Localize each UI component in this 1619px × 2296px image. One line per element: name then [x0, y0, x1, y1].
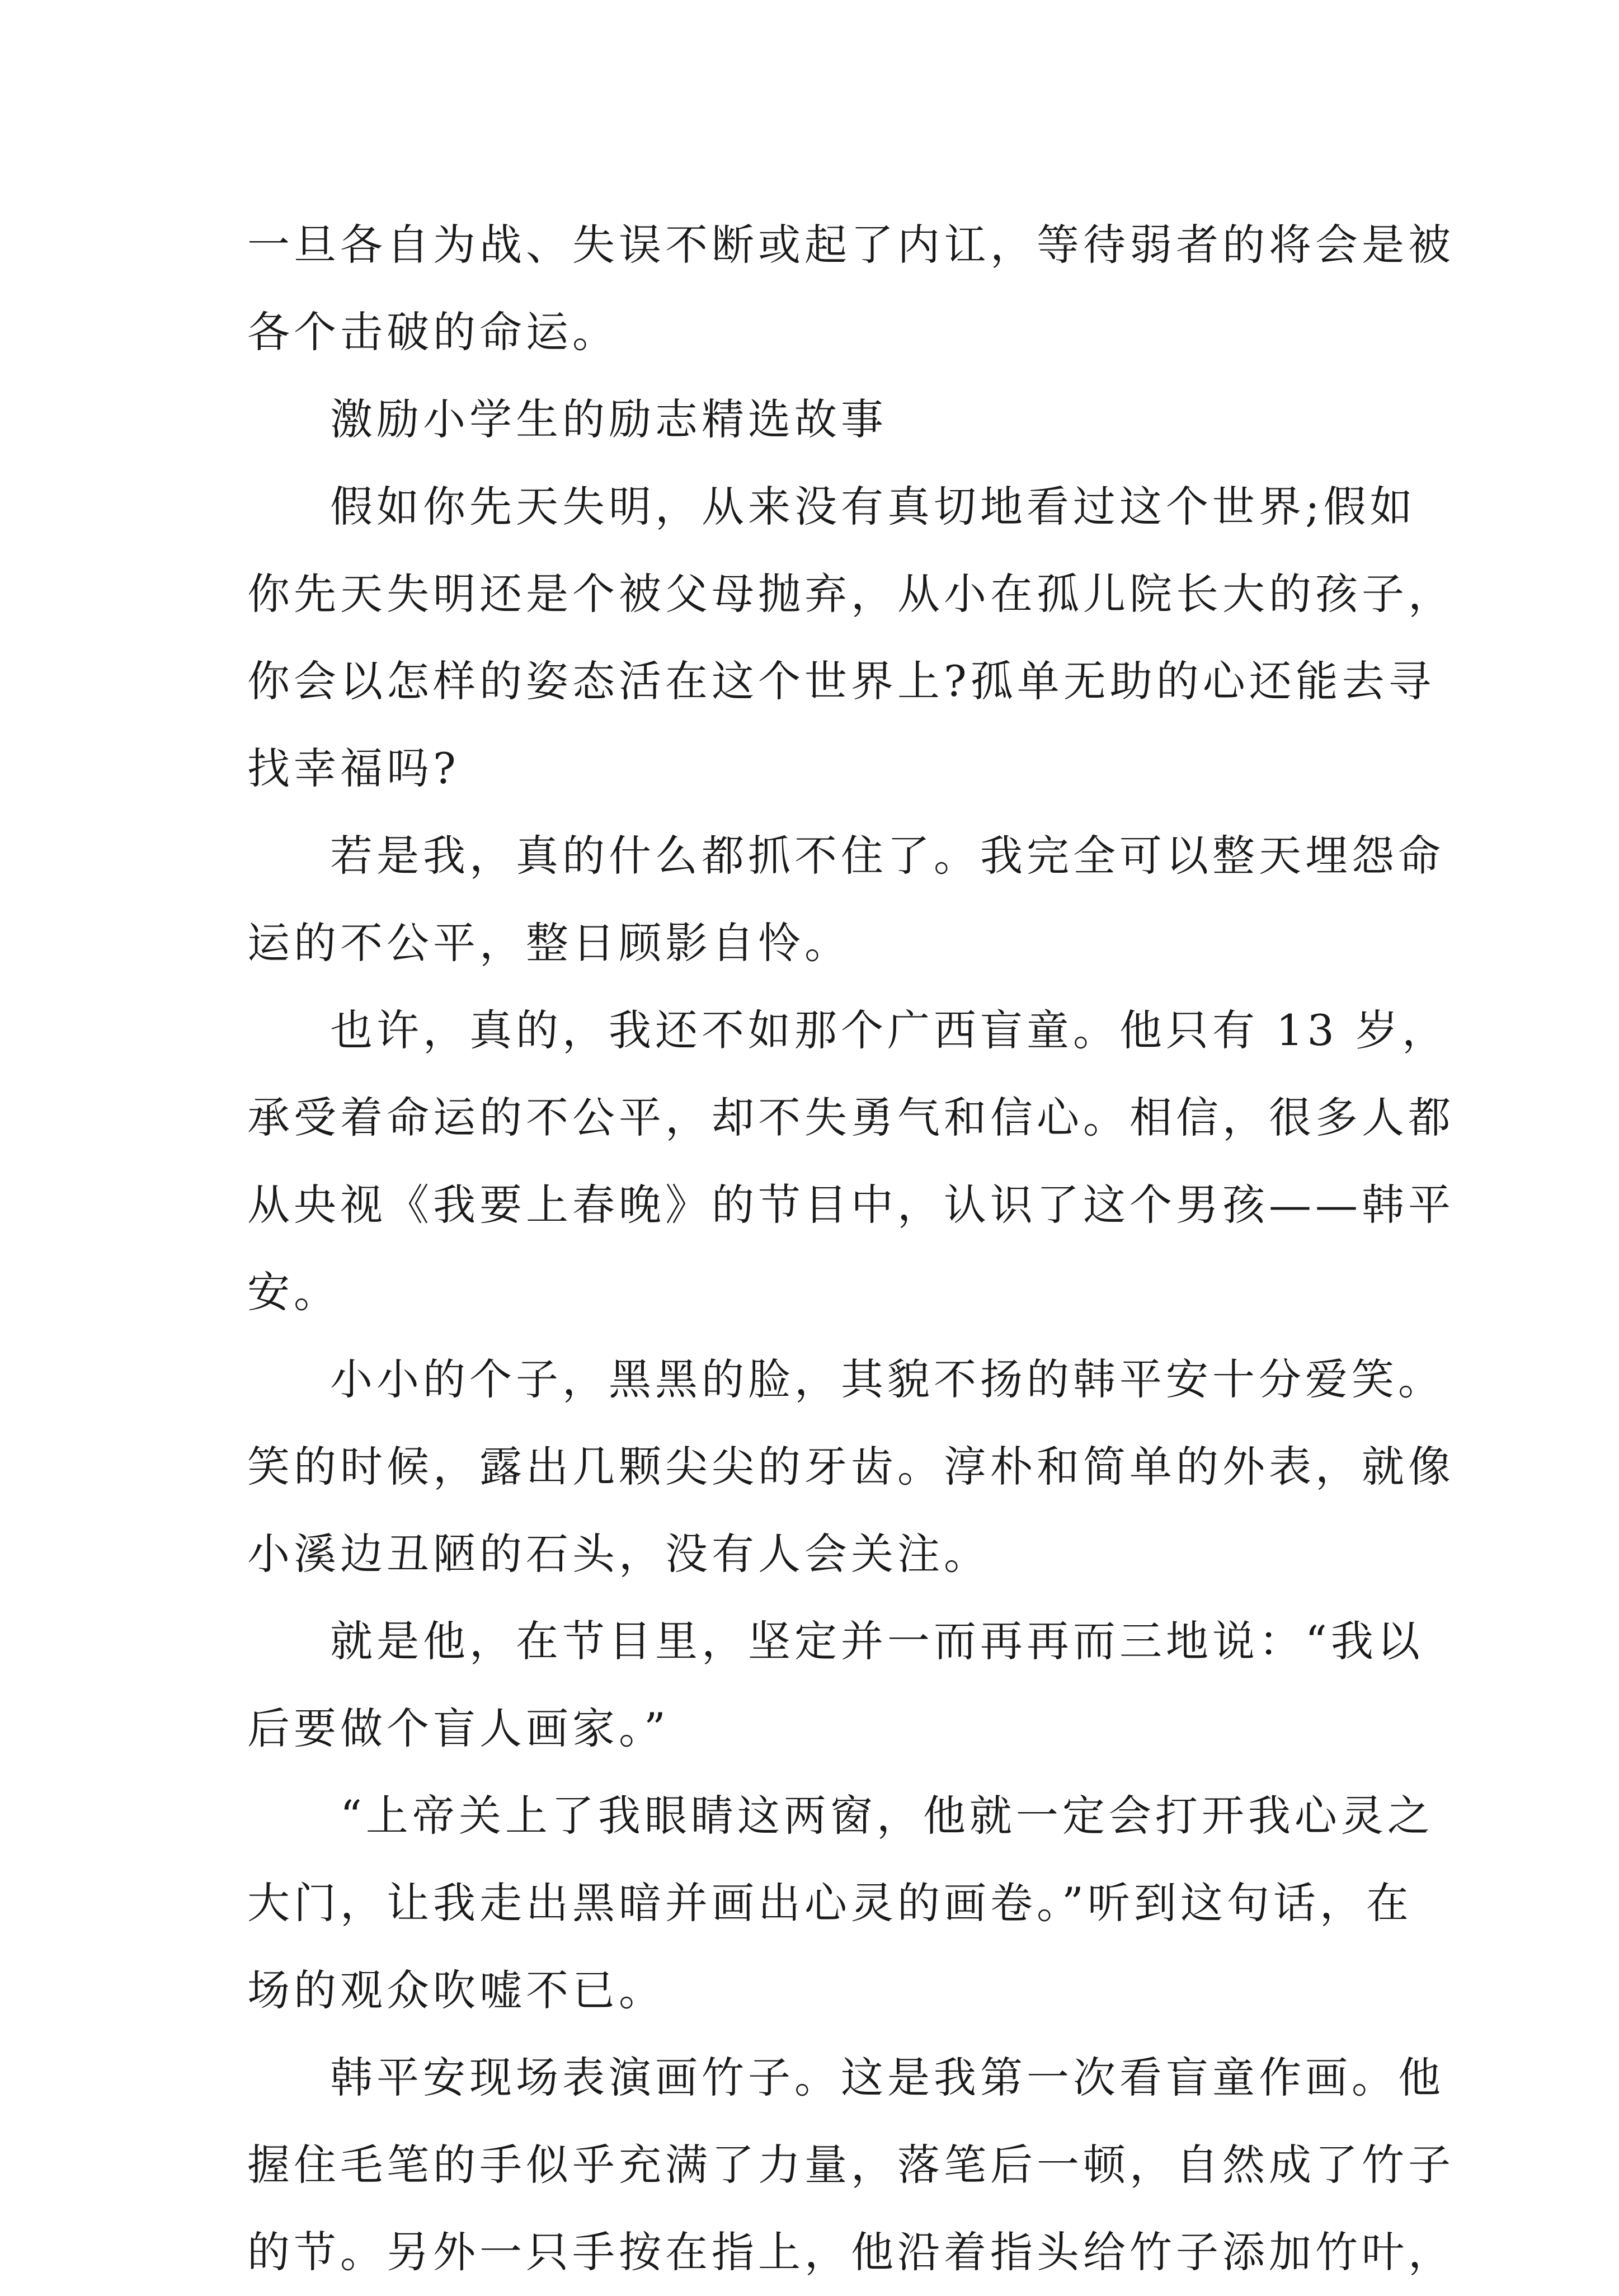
text-line: 就是他，在节目里，坚定并一而再再而三地说：“我以: [330, 1616, 1424, 1666]
text-line: 大门，让我走出黑暗并画出心灵的画卷。”听到这句话，在: [247, 1878, 1413, 1928]
text-line: 你会以怎样的姿态活在这个世界上?孤单无助的心还能去寻: [247, 656, 1435, 706]
text-line: “上帝关上了我眼睛这两窗，他就一定会打开我心灵之: [340, 1791, 1434, 1841]
text-line: 后要做个盲人画家。”: [247, 1704, 670, 1753]
text-line: 小小的个子，黑黑的脸，其貌不扬的韩平安十分爱笑。: [330, 1354, 1444, 1404]
text-line: 笑的时候，露出几颗尖尖的牙齿。淳朴和简单的外表，就像: [247, 1442, 1455, 1492]
text-line: 各个击破的命运。: [247, 307, 619, 357]
text-line: 承受着命运的不公平，却不失勇气和信心。相信，很多人都: [247, 1093, 1455, 1142]
text-line: 你先天失明还是个被父母抛弃，从小在孤儿院长大的孩子，: [247, 569, 1455, 619]
section-heading: 激励小学生的励志精选故事: [330, 394, 887, 444]
text-line: 韩平安现场表演画竹子。这是我第一次看盲童作画。他: [330, 2053, 1444, 2102]
text-line: 的节。另外一只手按在指上，他沿着指头给竹子添加竹叶，: [247, 2227, 1455, 2277]
text-line: 场的观众吹嘘不已。: [247, 1965, 665, 2015]
text-line: 运的不公平，整日顾影自怜。: [247, 918, 851, 968]
body-text: [247, 201, 1455, 2296]
text-line: 一旦各自为战、失误不断或起了内讧，等待弱者的将会是被: [247, 220, 1455, 270]
text-line: 从央视《我要上春晚》的节目中，认识了这个男孩——韩平: [247, 1180, 1455, 1230]
text-line: 也许，真的，我还不如那个广西盲童。他只有 13 岁，: [330, 1005, 1449, 1055]
text-line: 安。: [247, 1267, 340, 1317]
text-line: 找幸福吗?: [247, 744, 460, 793]
text-line: 小溪边丑陋的石头，没有人会关注。: [247, 1529, 990, 1579]
text-line: 假如你先天失明，从来没有真切地看过这个世界;假如: [330, 482, 1416, 531]
text-line: 握住毛笔的手似乎充满了力量，落笔后一顿，自然成了竹子: [247, 2140, 1455, 2190]
text-line: 若是我，真的什么都抓不住了。我完全可以整天埋怨命: [330, 831, 1444, 881]
